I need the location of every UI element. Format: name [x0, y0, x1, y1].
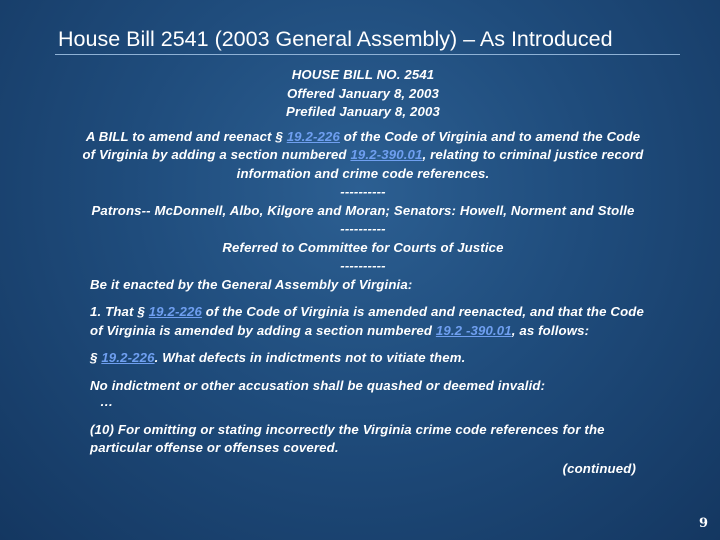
code-link-19-2-390-01[interactable]: 19.2 -390.01 [435, 322, 512, 338]
section-heading-text: . What defects in indictments not to vitiate them. [154, 350, 466, 365]
section-1 [78, 303, 648, 340]
bill-number: HOUSE BILL NO. 2541 [291, 67, 435, 82]
page-number: 9 [698, 516, 708, 531]
ellipsis: … [100, 394, 114, 409]
summary-text-1: A BILL to amend and reenact § [85, 128, 287, 144]
section-1-text-3: , as follows: [511, 322, 590, 338]
title-divider [55, 54, 680, 55]
code-link-19-2-390-01[interactable]: 19.2-390.01 [350, 147, 423, 162]
bill-summary [78, 128, 648, 184]
section-symbol: § [90, 350, 102, 365]
section-1-text-2: of the Code of Virginia is amended and reenacted, and that the Code of Virginia is amended by adding a section numbered [90, 304, 644, 338]
prefiled-date: Prefiled January 8, 2003 [286, 104, 440, 119]
code-link-19-2-226[interactable]: 19.2-226 [101, 350, 155, 365]
summary-text-2: of the Code of Virginia and to amend the Code of Virginia by adding a section numbered [82, 128, 641, 162]
section-heading [78, 349, 648, 368]
item-10: (10) For omitting or stating incorrectly the Virginia crime code references for the particular offense or offenses covered. [90, 421, 605, 455]
separator: ---------- [340, 221, 386, 236]
committee-referral: Referred to Committee for Courts of Justice [222, 239, 504, 255]
bill-text [78, 66, 648, 478]
patrons: Patrons-- McDonnell, Albo, Kilgore and Moran; Senators: Howell, Norment and Stolle [91, 202, 635, 218]
enacting-clause: Be it enacted by the General Assembly of Virginia: [90, 276, 413, 292]
separator: ---------- [340, 258, 386, 273]
no-indictment-text: No indictment or other accusation shall be quashed or deemed invalid: [90, 377, 546, 393]
offered-date: Offered January 8, 2003 [286, 85, 439, 101]
separator: ---------- [340, 184, 386, 199]
summary-text-3: , relating to criminal justice record information and crime code references. [236, 147, 644, 181]
code-link-19-2-226[interactable]: 19.2-226 [286, 128, 340, 144]
code-link-19-2-226[interactable]: 19.2-226 [148, 304, 202, 319]
slide-title: House Bill 2541 (2003 General Assembly) – As Introduced [58, 27, 613, 51]
section-1-text-1: 1. That § [90, 304, 149, 319]
continued-note: (continued) [562, 460, 636, 476]
